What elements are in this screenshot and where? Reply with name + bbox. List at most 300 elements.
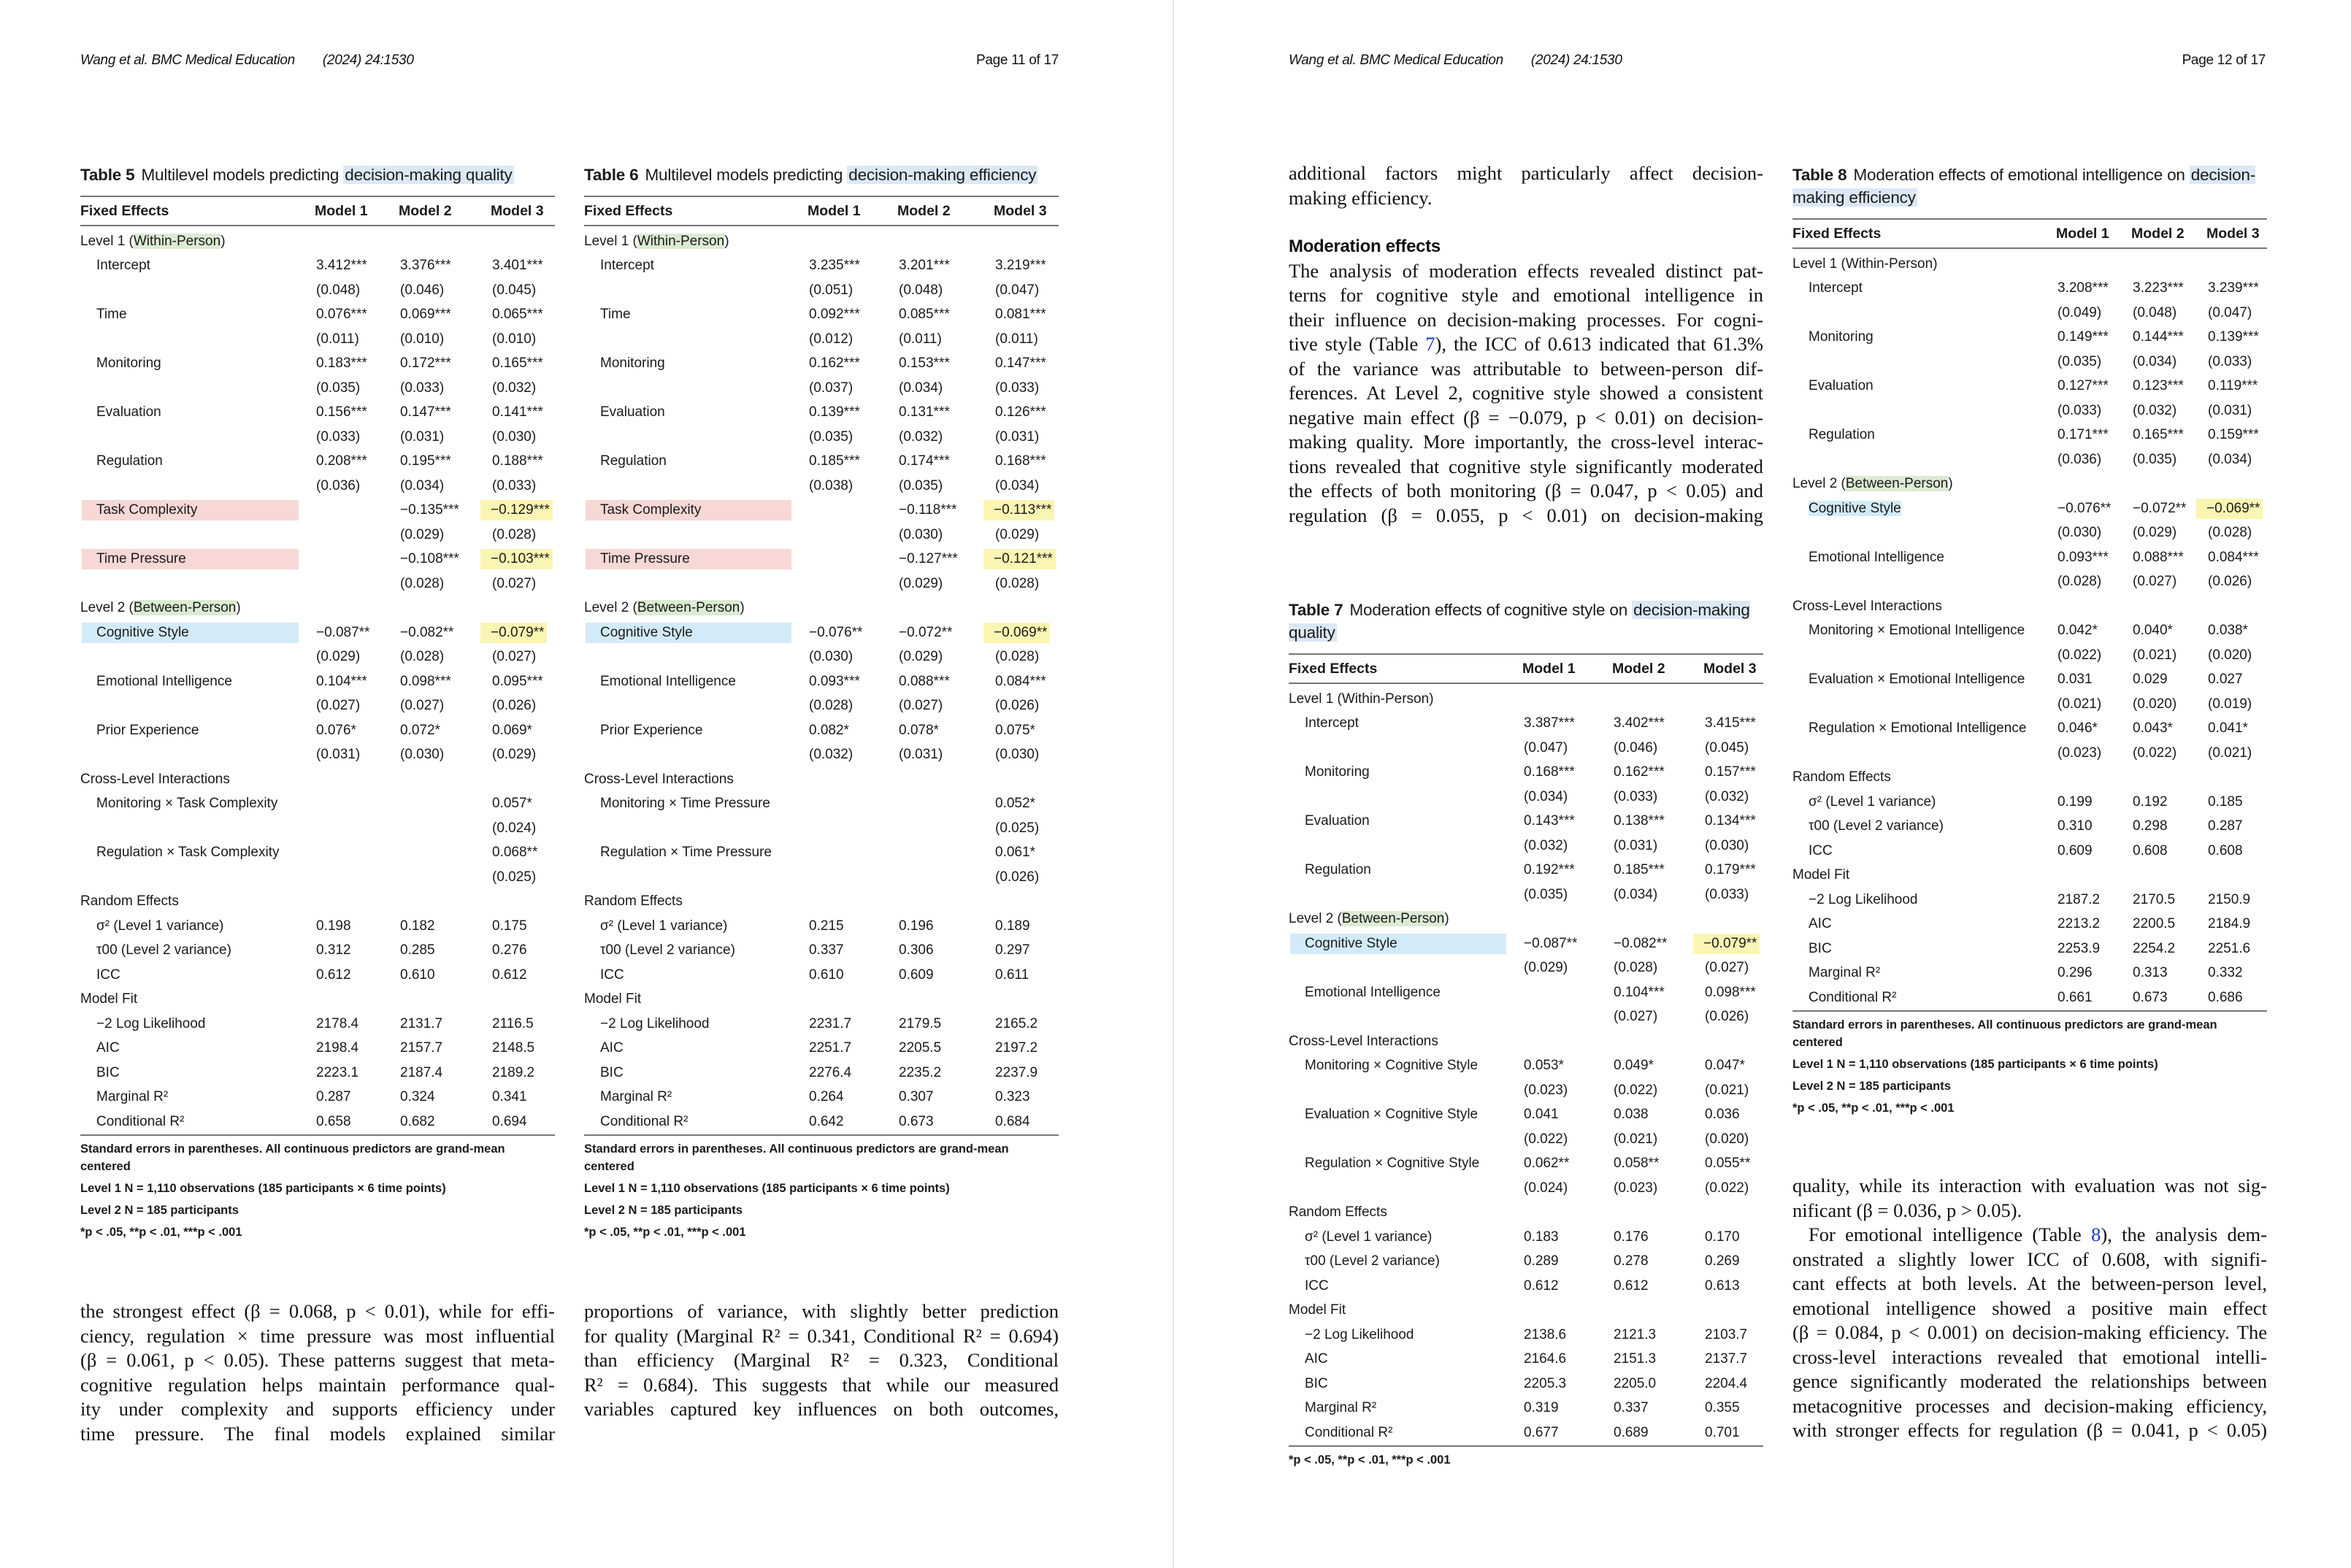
coefficient-cell <box>1612 985 1703 1001</box>
standard-error-cell <box>2206 452 2267 468</box>
coefficient-cell <box>1522 813 1612 829</box>
text-segment: tive style (Table <box>1289 333 1426 355</box>
coefficient-value: 0.165*** <box>492 356 543 372</box>
coefficient-cell <box>897 1089 994 1105</box>
table-body <box>80 226 555 1134</box>
coefficient-cell <box>1612 1376 1703 1392</box>
standard-error-cell <box>491 283 555 299</box>
coefficient-value: 0.198 <box>316 918 351 934</box>
section-label-part: Level 2 ( <box>1289 911 1342 927</box>
standard-error-row <box>80 376 555 401</box>
table-row <box>80 1110 555 1134</box>
coefficient-value: 0.031 <box>2057 672 2093 688</box>
coefficient-value: 2223.1 <box>316 1064 359 1080</box>
standard-error-value: (0.028) <box>1614 960 1658 976</box>
row-label: ICC <box>1809 842 1833 858</box>
standard-error-cell <box>2206 525 2267 541</box>
text-line: metacognitive processes and decision-making efficiency, <box>1792 1394 2267 1417</box>
standard-error-row <box>80 743 555 768</box>
row-label: Monitoring × Emotional Intelligence <box>1809 623 2025 639</box>
table-reference-link[interactable]: 8 <box>2091 1223 2101 1245</box>
row-label: Regulation <box>600 453 667 469</box>
section-row <box>80 229 555 254</box>
standard-error-value: (0.048) <box>899 282 943 298</box>
coefficient-value: 0.170 <box>1705 1229 1740 1245</box>
section-label-part: Between-Person <box>637 600 740 616</box>
row-label: Marginal R² <box>1809 965 1881 981</box>
coefficient-cell <box>808 551 897 567</box>
coefficient-cell <box>2131 501 2206 517</box>
coefficient-cell <box>2206 892 2267 908</box>
text-line: variables captured key influences on both outcomes, <box>584 1398 1059 1420</box>
coefficient-cell <box>2131 720 2206 737</box>
coefficient-cell <box>2131 794 2206 810</box>
coefficient-cell <box>2131 990 2206 1006</box>
standard-error-cell <box>1612 1180 1703 1196</box>
standard-error-value: (0.034) <box>2133 353 2177 369</box>
section-row <box>80 890 555 915</box>
standard-error-value: (0.032) <box>492 380 537 396</box>
standard-error-cell <box>1522 740 1612 756</box>
row-label: ICC <box>1305 1277 1329 1294</box>
coefficient-value: 0.084*** <box>2208 549 2259 565</box>
coefficient-value: 3.412*** <box>316 258 367 274</box>
standard-error-value: (0.022) <box>1705 1180 1749 1196</box>
row-label: Evaluation <box>1305 813 1370 829</box>
coefficient-value: 0.694 <box>492 1113 527 1129</box>
table-row <box>1289 1323 1763 1348</box>
coefficient-value: 2213.2 <box>2057 916 2101 932</box>
standard-error-cell <box>897 747 994 763</box>
column-header-model: Model 3 <box>2206 225 2260 242</box>
standard-error-cell <box>399 331 491 347</box>
row-label: Evaluation × Cognitive Style <box>1305 1107 1479 1123</box>
citation: (2024) 24:1530 <box>1530 53 1622 68</box>
standard-error-cell <box>399 283 491 299</box>
standard-error-cell <box>808 747 897 763</box>
table-row <box>1289 1372 1763 1396</box>
row-label: Conditional R² <box>600 1113 689 1129</box>
row-label: Time Pressure <box>586 549 791 569</box>
coefficient-value: 2205.0 <box>1614 1375 1657 1391</box>
standard-error-cell <box>1612 1083 1703 1099</box>
table-row <box>1792 985 2267 1010</box>
coefficient-cell <box>897 625 994 641</box>
coefficient-cell <box>315 502 399 518</box>
section-label <box>80 989 555 1010</box>
table-row <box>80 547 555 572</box>
standard-error-cell <box>2056 525 2131 541</box>
row-label: σ² (Level 1 variance) <box>96 918 224 934</box>
table-row <box>1792 326 2267 350</box>
coefficient-value: 2165.2 <box>995 1015 1038 1031</box>
row-label-empty <box>1792 743 2056 764</box>
standard-error-row <box>584 327 1059 352</box>
coefficient-value: 0.642 <box>809 1113 844 1129</box>
coefficient-value: 0.661 <box>2057 989 2093 1005</box>
coefficient-cell <box>1703 934 1763 954</box>
coefficient-value <box>897 794 900 812</box>
standard-error-value: (0.027) <box>492 649 537 665</box>
standard-error-row <box>1792 399 2267 423</box>
coefficient-cell <box>2056 501 2131 517</box>
coefficient-value: 0.684 <box>995 1113 1030 1129</box>
coefficient-value: 0.062** <box>1524 1156 1570 1172</box>
standard-error-row <box>1792 741 2267 766</box>
table-row <box>1289 931 1763 956</box>
row-label: τ00 (Level 2 variance) <box>1809 818 1944 834</box>
coefficient-value: 2150.9 <box>2208 891 2251 907</box>
row-label: Cognitive Style <box>82 623 299 643</box>
coefficient-value: 3.402*** <box>1614 715 1665 731</box>
coefficient-value: 0.038* <box>2208 623 2248 639</box>
standard-error-cell <box>491 380 555 396</box>
table-title-text: Multilevel models predicting <box>645 166 848 184</box>
standard-error-value: (0.021) <box>2208 745 2252 761</box>
section-label-part: Level 2 ( <box>1792 476 1846 492</box>
standard-error-row <box>584 523 1059 547</box>
coefficient-value: 0.119*** <box>2208 378 2258 394</box>
row-label: τ00 (Level 2 variance) <box>1305 1253 1440 1269</box>
coefficient-cell <box>1522 1376 1612 1392</box>
coefficient-value: 0.176 <box>1614 1229 1649 1245</box>
standard-error-cell <box>399 527 491 543</box>
coefficient-cell <box>808 1089 897 1105</box>
coefficient-cell <box>491 1089 555 1105</box>
text-line: emotional intelligence showed a positive main effect <box>1792 1296 2267 1319</box>
table-row <box>1289 1152 1763 1177</box>
standard-error-cell <box>315 869 399 885</box>
coefficient-cell <box>491 356 555 372</box>
table-title-text: Moderation effects of emotional intelligence on <box>1853 166 2190 184</box>
table-row <box>1792 937 2267 961</box>
coefficient-value: 2170.5 <box>2133 891 2176 907</box>
standard-error-cell <box>2131 354 2206 370</box>
standard-error-value: (0.021) <box>1705 1082 1749 1098</box>
table-row <box>80 499 555 523</box>
coefficient-value: 0.104*** <box>1614 984 1665 1000</box>
section-label-part: Between-Person <box>1845 476 1949 492</box>
standard-error-cell <box>808 429 897 445</box>
coefficient-cell <box>399 625 491 641</box>
table-row <box>1792 619 2267 644</box>
section-row <box>584 767 1059 792</box>
section-row <box>1792 864 2267 888</box>
coefficient-cell <box>1703 1351 1763 1367</box>
coefficient-value: 0.098*** <box>400 673 451 689</box>
coefficient-cell <box>2056 672 2131 688</box>
coefficient-cell <box>994 453 1059 469</box>
coefficient-value: 0.068** <box>492 845 538 861</box>
coefficient-value <box>315 550 318 568</box>
standard-error-value: (0.032) <box>1705 788 1749 804</box>
coefficient-value: 0.081*** <box>995 307 1046 323</box>
coefficient-cell <box>1703 1107 1763 1123</box>
text-segment: ), the analysis dem- <box>2101 1223 2267 1245</box>
coefficient-cell <box>315 404 399 420</box>
row-label: −2 Log Likelihood <box>96 1015 206 1031</box>
coefficient-value: 2253.9 <box>2057 940 2101 956</box>
row-label-empty <box>1289 1007 1522 1027</box>
section-label-part: Within-Person <box>637 233 725 249</box>
standard-error-value: (0.045) <box>492 282 537 298</box>
standard-error-value: (0.035) <box>2133 451 2177 467</box>
row-label: Evaluation <box>600 404 665 420</box>
standard-error-cell <box>2131 647 2206 664</box>
standard-error-cell <box>1703 1009 1763 1025</box>
row-label-empty <box>1792 352 2056 372</box>
table-row <box>80 303 555 328</box>
coefficient-cell <box>994 1089 1059 1105</box>
text-line: their influence on decision-making processes. For cogni- <box>1289 308 1763 331</box>
coefficient-value: 0.319 <box>1524 1400 1559 1416</box>
coefficient-cell <box>808 453 897 469</box>
standard-error-cell <box>491 331 555 347</box>
section-label-part: Within-Person <box>133 233 221 249</box>
standard-error-cell <box>808 698 897 714</box>
table-title-highlight: decision-making quality <box>1289 601 1750 642</box>
journal-name: Wang et al. BMC Medical Education <box>80 53 295 68</box>
table-8 <box>1792 164 2267 1121</box>
standard-error-cell <box>897 576 994 592</box>
section-label-part: Level 2 ( <box>584 600 637 616</box>
section-label-part: Model Fit <box>1792 867 1850 883</box>
coefficient-value: −0.108*** <box>400 551 459 567</box>
table-note: *p < .05, **p < .01, ***p < .001 <box>584 1225 746 1239</box>
coefficient-cell <box>2131 965 2206 981</box>
standard-error-cell <box>2206 305 2267 321</box>
table-row <box>1792 374 2267 399</box>
coefficient-cell <box>2206 329 2267 345</box>
body-paragraph <box>80 1299 555 1446</box>
standard-error-cell <box>399 478 491 494</box>
table-row <box>80 1061 555 1085</box>
section-label <box>80 769 555 790</box>
coefficient-value: 0.092*** <box>809 307 860 323</box>
row-label: Cognitive Style <box>586 623 791 643</box>
section-label <box>1792 865 2267 885</box>
standard-error-value: (0.048) <box>2133 304 2177 320</box>
coefficient-value: 0.658 <box>316 1113 351 1129</box>
table-note: Standard errors in parentheses. All continuous predictors are grand-mean centered <box>584 1142 1009 1173</box>
text-line: cognitive regulation helps maintain performance qual- <box>80 1373 555 1396</box>
standard-error-row <box>584 865 1059 890</box>
coefficient-value: 0.610 <box>400 966 435 983</box>
standard-error-value: (0.021) <box>2057 696 2102 712</box>
standard-error-value: (0.034) <box>1524 788 1568 804</box>
table-row <box>1792 668 2267 693</box>
coefficient-value: 0.278 <box>1614 1253 1649 1269</box>
coefficient-value: 0.613 <box>1705 1277 1740 1294</box>
coefficient-cell <box>2056 916 2131 932</box>
section-label-part: Level 2 ( <box>80 600 134 616</box>
row-label: BIC <box>600 1064 624 1080</box>
standard-error-cell <box>897 429 994 445</box>
standard-error-cell <box>1612 838 1703 854</box>
section-label <box>584 231 1059 252</box>
coefficient-value: 0.138*** <box>1614 813 1665 829</box>
table-notes <box>1289 1445 1763 1469</box>
row-label: Task Complexity <box>586 500 791 520</box>
section-label <box>1792 596 2267 617</box>
table-body <box>584 226 1059 1134</box>
coefficient-cell <box>315 1065 399 1081</box>
standard-error-value: (0.022) <box>2057 647 2102 663</box>
standard-error-value: (0.032) <box>1524 837 1568 853</box>
column-header-model: Model 2 <box>897 202 951 219</box>
coefficient-cell <box>2206 623 2267 639</box>
coefficient-value: 0.682 <box>400 1113 435 1129</box>
table-note: *p < .05, **p < .01, ***p < .001 <box>1289 1453 1451 1467</box>
coefficient-cell <box>808 674 897 690</box>
table-note: Level 2 N = 185 participants <box>1792 1079 1951 1093</box>
coefficient-cell <box>399 1065 491 1081</box>
coefficient-value: 2205.3 <box>1524 1375 1567 1391</box>
coefficient-value: 0.162*** <box>809 356 860 372</box>
coefficient-cell <box>491 1040 555 1056</box>
standard-error-value: (0.023) <box>1614 1180 1658 1196</box>
row-label-empty <box>80 525 315 545</box>
coefficient-value: 0.139*** <box>2208 329 2259 345</box>
coefficient-cell <box>1703 1400 1763 1416</box>
coefficient-value: 0.323 <box>995 1089 1030 1105</box>
text-line: ity under complexity and supports efficiency under <box>80 1398 555 1420</box>
coefficient-cell <box>1522 1107 1612 1123</box>
row-label-empty <box>584 867 808 888</box>
table-row <box>584 450 1059 474</box>
standard-error-cell <box>491 698 555 714</box>
row-label-empty <box>80 476 315 496</box>
column-header-fixed-effects: Fixed Effects <box>584 202 673 219</box>
coefficient-cell <box>1612 1253 1703 1269</box>
section-row <box>584 229 1059 254</box>
coefficient-cell <box>491 549 555 569</box>
coefficient-cell <box>808 258 897 274</box>
standard-error-value: (0.034) <box>400 477 445 493</box>
coefficient-cell <box>2206 550 2267 566</box>
coefficient-value: 2121.3 <box>1614 1326 1657 1342</box>
coefficient-cell <box>897 674 994 690</box>
row-label: Monitoring × Cognitive Style <box>1305 1058 1479 1074</box>
coefficient-value: 0.189 <box>995 918 1030 934</box>
row-label: ICC <box>600 966 624 983</box>
coefficient-value: 0.157*** <box>1705 764 1756 780</box>
coefficient-cell <box>1522 1229 1612 1245</box>
coefficient-cell <box>808 356 897 372</box>
standard-error-value: (0.027) <box>899 698 943 714</box>
coefficient-value: 0.061* <box>995 845 1035 861</box>
coefficient-value: −0.087** <box>1524 935 1578 951</box>
coefficient-value: 0.127*** <box>2057 378 2109 394</box>
coefficient-cell <box>808 1040 897 1056</box>
standard-error-value: (0.021) <box>2133 647 2177 663</box>
standard-error-value: (0.035) <box>2057 353 2102 369</box>
row-label-empty <box>584 329 808 350</box>
coefficient-value: 0.276 <box>492 942 527 958</box>
table-label: Table 5 <box>80 166 135 184</box>
coefficient-value <box>808 550 810 568</box>
coefficient-cell <box>399 551 491 567</box>
coefficient-value: 3.387*** <box>1524 715 1575 731</box>
coefficient-cell <box>491 674 555 690</box>
coefficient-cell <box>491 1016 555 1032</box>
citation: (2024) 24:1530 <box>322 53 414 68</box>
coefficient-value: 0.104*** <box>316 673 367 689</box>
standard-error-value: (0.012) <box>809 331 854 347</box>
standard-error-value: (0.029) <box>899 649 943 665</box>
standard-error-cell <box>315 380 399 396</box>
section-row <box>80 988 555 1012</box>
coefficient-value: 2204.4 <box>1705 1375 1748 1391</box>
column-header-model: Model 3 <box>1703 660 1757 677</box>
standard-error-cell <box>897 869 994 885</box>
standard-error-row <box>80 425 555 450</box>
standard-error-cell <box>1703 789 1763 805</box>
standard-error-cell <box>315 331 399 347</box>
coefficient-cell <box>1522 1253 1612 1269</box>
table-reference-link[interactable]: 7 <box>1425 333 1435 355</box>
coefficient-value: 0.297 <box>995 942 1030 958</box>
standard-error-value: (0.046) <box>1614 739 1658 756</box>
coefficient-cell <box>2056 280 2131 296</box>
table-row <box>1792 423 2267 448</box>
section-label-part: Model Fit <box>584 991 642 1007</box>
table-note: Level 1 N = 1,110 observations (185 participants × 6 time points) <box>584 1181 950 1195</box>
section-label <box>80 598 555 618</box>
coefficient-cell <box>491 623 555 643</box>
table-row <box>584 620 1059 645</box>
section-label-part: Cross-Level Interactions <box>1792 598 1942 614</box>
coefficient-cell <box>2206 672 2267 688</box>
standard-error-value: (0.030) <box>2057 525 2102 541</box>
standard-error-cell <box>1703 1131 1763 1148</box>
text-line: R² = 0.684). This suggests that while our measured <box>584 1373 1059 1396</box>
coefficient-cell <box>399 967 491 983</box>
table-row <box>1289 761 1763 785</box>
row-label: −2 Log Likelihood <box>1305 1326 1414 1342</box>
coefficient-value: 0.192*** <box>1524 862 1575 878</box>
table-header-row <box>80 196 555 226</box>
standard-error-value: (0.028) <box>2208 525 2252 541</box>
standard-error-value: (0.027) <box>2133 574 2177 590</box>
section-label-part: ) <box>1444 911 1449 927</box>
coefficient-cell <box>1612 764 1703 780</box>
standard-error-value <box>808 819 810 837</box>
section-label-part: Cross-Level Interactions <box>1289 1033 1438 1049</box>
standard-error-cell <box>399 869 491 885</box>
standard-error-cell <box>491 820 555 837</box>
standard-error-cell <box>315 747 399 763</box>
standard-error-value: (0.027) <box>400 698 445 714</box>
standard-error-value: (0.022) <box>1524 1131 1568 1147</box>
row-label: τ00 (Level 2 variance) <box>600 942 735 958</box>
table-row <box>1289 810 1763 834</box>
coefficient-value: 2251.7 <box>809 1040 852 1056</box>
standard-error-row <box>1289 785 1763 810</box>
table-7 <box>1289 599 1763 1473</box>
coefficient-value: 0.162*** <box>1614 764 1665 780</box>
standard-error-cell <box>315 429 399 445</box>
column-header-model: Model 1 <box>1522 660 1576 677</box>
standard-error-cell <box>1612 740 1703 756</box>
standard-error-value: (0.033) <box>316 428 361 445</box>
coefficient-cell <box>2056 818 2131 834</box>
text-line: regulation (β = 0.055, p < 0.01) on decision-making <box>1289 504 1763 526</box>
text-line: terns for cognitive style and emotional intelligence in <box>1289 284 1763 306</box>
section-label-part: ) <box>1948 476 1953 492</box>
coefficient-cell <box>1522 1425 1612 1441</box>
table-row <box>584 914 1059 939</box>
